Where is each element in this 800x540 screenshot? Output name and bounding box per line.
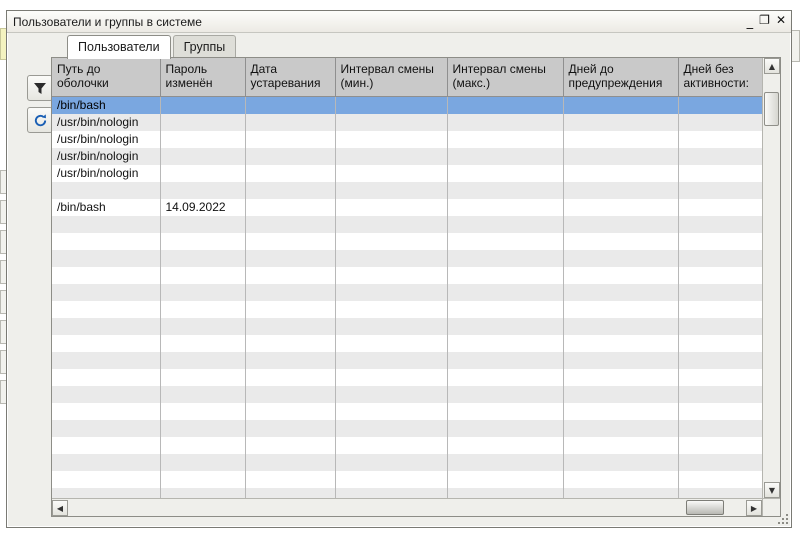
table-cell	[678, 437, 762, 454]
table-cell	[678, 216, 762, 233]
table-cell	[447, 131, 563, 148]
table-cell	[447, 403, 563, 420]
table-cell	[678, 369, 762, 386]
table-cell	[447, 114, 563, 131]
table-row[interactable]	[52, 284, 762, 301]
table-cell	[678, 250, 762, 267]
table-row[interactable]	[52, 267, 762, 284]
table-cell: /usr/bin/nologin	[52, 114, 160, 131]
column-header-change-interval-min[interactable]: Интервал смены (мин.)	[335, 58, 447, 96]
table-cell	[245, 267, 335, 284]
table-cell: /usr/bin/nologin	[52, 131, 160, 148]
horizontal-scrollbar[interactable]	[52, 498, 762, 516]
table-cell	[678, 318, 762, 335]
table-row[interactable]	[52, 114, 762, 131]
table-cell	[335, 96, 447, 114]
table-cell	[245, 131, 335, 148]
table-row[interactable]	[52, 148, 762, 165]
table-cell	[52, 182, 160, 199]
table-row[interactable]	[52, 216, 762, 233]
scroll-up-button[interactable]: ▲	[764, 58, 780, 74]
table-cell	[447, 148, 563, 165]
column-header-inactive-days[interactable]: Дней без активности:	[678, 58, 762, 96]
filter-button[interactable]	[27, 75, 53, 101]
table-cell	[335, 386, 447, 403]
table-cell	[447, 96, 563, 114]
table-cell	[160, 114, 245, 131]
table-cell	[563, 182, 678, 199]
table-cell	[563, 250, 678, 267]
table-row[interactable]	[52, 386, 762, 403]
table-cell	[447, 420, 563, 437]
table-cell	[563, 335, 678, 352]
table-row[interactable]	[52, 352, 762, 369]
table-cell	[245, 335, 335, 352]
table-row[interactable]	[52, 165, 762, 182]
table-cell	[335, 335, 447, 352]
table-cell: /bin/bash	[52, 96, 160, 114]
table-cell	[678, 165, 762, 182]
table-cell	[245, 284, 335, 301]
table-cell	[335, 199, 447, 216]
table-cell	[335, 233, 447, 250]
table-cell	[245, 165, 335, 182]
table-cell	[245, 352, 335, 369]
table-cell	[447, 267, 563, 284]
table-row[interactable]	[52, 131, 762, 148]
table-row[interactable]	[52, 471, 762, 488]
table-cell	[52, 454, 160, 471]
table-cell	[678, 182, 762, 199]
table-row[interactable]	[52, 182, 762, 199]
table-cell	[335, 250, 447, 267]
table-row[interactable]	[52, 420, 762, 437]
table-cell	[563, 233, 678, 250]
table-row[interactable]	[52, 403, 762, 420]
table-cell	[335, 437, 447, 454]
table-cell	[160, 182, 245, 199]
scroll-right-button[interactable]: ▶	[746, 500, 762, 516]
column-header-shell-path[interactable]: Путь до оболочки	[52, 58, 160, 96]
table-cell	[563, 148, 678, 165]
table-cell	[335, 403, 447, 420]
table-cell	[563, 131, 678, 148]
table-cell: /bin/bash	[52, 199, 160, 216]
table-cell	[160, 233, 245, 250]
table-cell	[52, 250, 160, 267]
column-header-expiry-date[interactable]: Дата устаревания	[245, 58, 335, 96]
table-cell	[52, 335, 160, 352]
table-cell	[447, 284, 563, 301]
table-cell	[563, 369, 678, 386]
table-row[interactable]	[52, 437, 762, 454]
table-cell	[563, 165, 678, 182]
tab-users[interactable]: Пользователи	[67, 35, 171, 59]
table-cell	[160, 216, 245, 233]
table-cell	[160, 352, 245, 369]
table-cell	[335, 301, 447, 318]
table-cell	[678, 267, 762, 284]
vertical-scroll-thumb[interactable]	[764, 92, 779, 126]
table-cell	[245, 233, 335, 250]
table-cell	[335, 267, 447, 284]
table-cell	[447, 471, 563, 488]
table-cell	[335, 420, 447, 437]
table-cell	[563, 437, 678, 454]
table-cell	[52, 267, 160, 284]
minimize-button[interactable]: _	[746, 15, 754, 30]
table-cell	[52, 301, 160, 318]
table-cell	[563, 114, 678, 131]
table-cell	[52, 216, 160, 233]
table-cell	[447, 199, 563, 216]
table-cell	[678, 403, 762, 420]
table-cell	[447, 301, 563, 318]
table-cell	[447, 386, 563, 403]
window-title: Пользователи и группы в системе	[13, 14, 202, 29]
table-cell	[245, 318, 335, 335]
table-cell	[678, 352, 762, 369]
table-cell	[245, 488, 335, 499]
table-row[interactable]	[52, 301, 762, 318]
table-cell	[52, 233, 160, 250]
table-cell	[335, 131, 447, 148]
table-cell	[447, 369, 563, 386]
table-cell	[563, 403, 678, 420]
table-cell	[563, 454, 678, 471]
table-cell	[447, 318, 563, 335]
title-bar[interactable]	[7, 11, 791, 33]
table-row[interactable]	[52, 96, 762, 114]
table-cell	[160, 165, 245, 182]
table-cell	[678, 114, 762, 131]
table-cell	[160, 420, 245, 437]
table-cell	[335, 216, 447, 233]
table-cell	[160, 318, 245, 335]
table-cell	[245, 216, 335, 233]
table-cell	[447, 216, 563, 233]
table-cell	[335, 488, 447, 499]
table-cell	[563, 318, 678, 335]
table-cell	[160, 267, 245, 284]
table-cell	[563, 96, 678, 114]
table-cell	[160, 250, 245, 267]
column-header-change-interval-max[interactable]: Интервал смены (макс.)	[447, 58, 563, 96]
filter-icon	[33, 81, 47, 95]
table-cell	[245, 386, 335, 403]
table-row[interactable]	[52, 318, 762, 335]
table-cell	[245, 369, 335, 386]
table-cell	[335, 148, 447, 165]
table-cell	[245, 454, 335, 471]
table-cell	[245, 182, 335, 199]
scroll-down-button[interactable]: ▼	[764, 482, 780, 498]
scroll-left-button[interactable]: ◀	[52, 500, 68, 516]
column-header-password-changed[interactable]: Пароль изменён	[160, 58, 245, 96]
table-cell	[563, 488, 678, 499]
table-cell	[52, 352, 160, 369]
table-cell	[563, 301, 678, 318]
table-cell	[52, 369, 160, 386]
table-cell	[245, 301, 335, 318]
table-cell	[678, 454, 762, 471]
table-cell	[447, 233, 563, 250]
window-controls	[746, 13, 786, 30]
horizontal-scroll-thumb[interactable]	[686, 500, 724, 515]
table-cell	[160, 403, 245, 420]
table-cell	[563, 199, 678, 216]
users-table-body	[52, 96, 762, 498]
table-cell	[245, 420, 335, 437]
resize-grip[interactable]	[776, 512, 788, 524]
table-cell	[678, 471, 762, 488]
table-cell	[335, 165, 447, 182]
table-cell	[447, 352, 563, 369]
table-cell	[160, 454, 245, 471]
column-header-warning-days[interactable]: Дней до предупреждения	[563, 58, 678, 96]
table-cell	[678, 284, 762, 301]
vertical-scrollbar[interactable]	[762, 58, 780, 498]
table-cell	[563, 216, 678, 233]
table-cell	[245, 114, 335, 131]
table-cell	[563, 471, 678, 488]
table-cell	[52, 437, 160, 454]
table-cell	[160, 284, 245, 301]
table-header-row	[52, 58, 762, 96]
table-cell	[160, 301, 245, 318]
table-cell	[678, 199, 762, 216]
table-cell	[447, 488, 563, 499]
table-cell	[678, 148, 762, 165]
table-cell	[52, 471, 160, 488]
table-cell	[160, 471, 245, 488]
table-cell	[678, 488, 762, 499]
table-row[interactable]	[52, 369, 762, 386]
table-cell	[678, 420, 762, 437]
table-cell	[678, 131, 762, 148]
app-window	[6, 10, 792, 528]
close-button[interactable]: ✕	[775, 13, 786, 27]
table-cell	[245, 250, 335, 267]
table-cell	[52, 318, 160, 335]
table-cell	[52, 403, 160, 420]
table-cell	[245, 437, 335, 454]
table-cell	[245, 471, 335, 488]
table-cell	[447, 182, 563, 199]
table-cell	[678, 233, 762, 250]
refresh-button[interactable]	[27, 107, 53, 133]
maximize-button[interactable]: ❐	[759, 13, 770, 27]
table-cell	[563, 267, 678, 284]
table-cell	[52, 488, 160, 499]
table-cell	[160, 96, 245, 114]
users-table-panel	[51, 57, 781, 517]
table-cell: 14.09.2022	[160, 199, 245, 216]
table-cell	[563, 420, 678, 437]
table-cell	[335, 182, 447, 199]
table-cell	[335, 352, 447, 369]
table-cell	[563, 386, 678, 403]
table-cell	[447, 250, 563, 267]
table-cell	[678, 301, 762, 318]
table-row[interactable]	[52, 454, 762, 471]
table-cell	[447, 335, 563, 352]
table-cell	[245, 148, 335, 165]
table-cell	[563, 284, 678, 301]
table-cell	[447, 437, 563, 454]
table-row[interactable]	[52, 233, 762, 250]
table-cell	[335, 318, 447, 335]
table-cell	[245, 403, 335, 420]
table-row[interactable]	[52, 250, 762, 267]
users-table	[52, 58, 762, 498]
table-cell	[160, 335, 245, 352]
table-cell	[335, 369, 447, 386]
table-cell	[52, 386, 160, 403]
table-cell	[335, 454, 447, 471]
table-cell	[335, 471, 447, 488]
table-row[interactable]	[52, 488, 762, 499]
tab-bar	[67, 35, 238, 59]
table-cell	[678, 96, 762, 114]
table-cell	[447, 454, 563, 471]
table-cell	[678, 335, 762, 352]
table-cell	[160, 488, 245, 499]
table-cell	[160, 437, 245, 454]
table-cell	[335, 114, 447, 131]
table-cell	[160, 148, 245, 165]
table-cell	[447, 165, 563, 182]
table-cell	[678, 386, 762, 403]
table-row[interactable]	[52, 199, 762, 216]
table-cell	[160, 386, 245, 403]
table-cell	[335, 284, 447, 301]
table-cell: /usr/bin/nologin	[52, 148, 160, 165]
table-cell	[563, 352, 678, 369]
table-row[interactable]	[52, 335, 762, 352]
table-cell	[245, 199, 335, 216]
refresh-icon	[33, 113, 48, 128]
table-cell	[160, 131, 245, 148]
users-grid-viewport[interactable]	[52, 58, 762, 498]
table-cell	[160, 369, 245, 386]
table-cell	[52, 420, 160, 437]
table-cell	[52, 284, 160, 301]
tab-groups[interactable]: Группы	[173, 35, 237, 59]
table-cell: /usr/bin/nologin	[52, 165, 160, 182]
table-cell	[245, 96, 335, 114]
